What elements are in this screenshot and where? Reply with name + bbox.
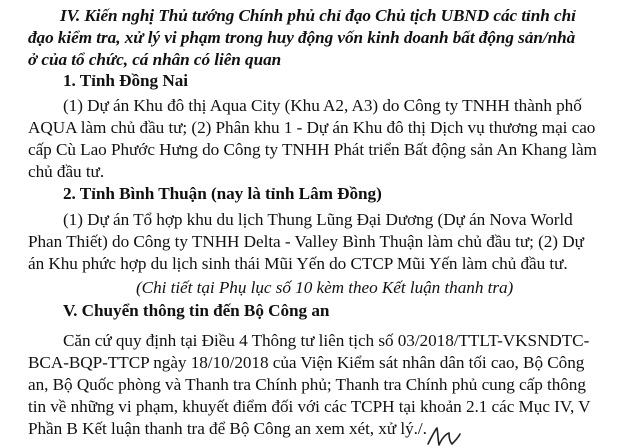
section-iv-heading-line-1: IV. Kiến nghị Thủ tướng Chính phủ chỉ đạo Chủ tịch UBND các tỉnh chỉ [60,6,576,25]
province-2-body-line-2: Phan Thiết) do Công ty TNHH Delta - Valley Bình Thuận làm chủ đầu tư; (2) Dự [28,232,584,251]
section-iv-heading-line-2: đạo kiểm tra, xử lý vi phạm trong huy động vốn kinh doanh bất động sản/nhà [28,28,576,47]
province-2-title: 2. Tỉnh Bình Thuận (nay là tỉnh Lâm Đồng) [63,184,382,203]
appendix-note: (Chi tiết tại Phụ lục số 10 kèm theo Kết luận thanh tra) [136,278,514,297]
section-iv-heading-line-3: ở của tổ chức, cá nhân có liên quan [28,50,282,69]
province-1-body-line-2: AQUA làm chủ đầu tư; (2) Phân khu 1 - Dự án Khu đô thị Dịch vụ thương mại cao [28,118,596,137]
province-1-body-line-4: chủ đầu tư. [28,162,105,181]
section-v-body-line-4: tin về những vi phạm, khuyết điểm đối với các TCPH tại khoản 2.1 các Mục IV, V [28,397,591,416]
initial-signature-mark [426,424,462,448]
province-1-body-line-3: cấp Cù Lao Phước Hưng do Công ty TNHH Phát triển Bất động sản An Khang làm [28,140,597,159]
section-v-heading: V. Chuyển thông tin đến Bộ Công an [63,301,330,320]
section-v-body-line-5: Phần B Kết luận thanh tra để Bộ Công an xem xét, xử lý./. [28,419,427,438]
province-1-body-line-1: (1) Dự án Khu đô thị Aqua City (Khu A2, A3) do Công ty TNHH thành phố [63,96,582,115]
province-2-body-line-3: án Khu phức hợp du lịch sinh thái Mũi Yến do CTCP Mũi Yến làm chủ đầu tư. [28,254,568,273]
province-1-title: 1. Tỉnh Đồng Nai [63,71,188,90]
section-v-body-line-2: BCA-BQP-TTCP ngày 18/10/2018 của Viện Kiểm sát nhân dân tối cao, Bộ Công [28,353,585,372]
section-v-body-line-3: an, Bộ Quốc phòng và Thanh tra Chính phủ; Thanh tra Chính phủ cung cấp thông [28,375,586,394]
section-v-body-line-1: Căn cứ quy định tại Điều 4 Thông tư liên tịch số 03/2018/TTLT-VKSNDTC- [63,331,590,350]
province-2-body-line-1: (1) Dự án Tổ hợp khu du lịch Thung Lũng Đại Dương (Dự án Nova World [63,210,573,229]
